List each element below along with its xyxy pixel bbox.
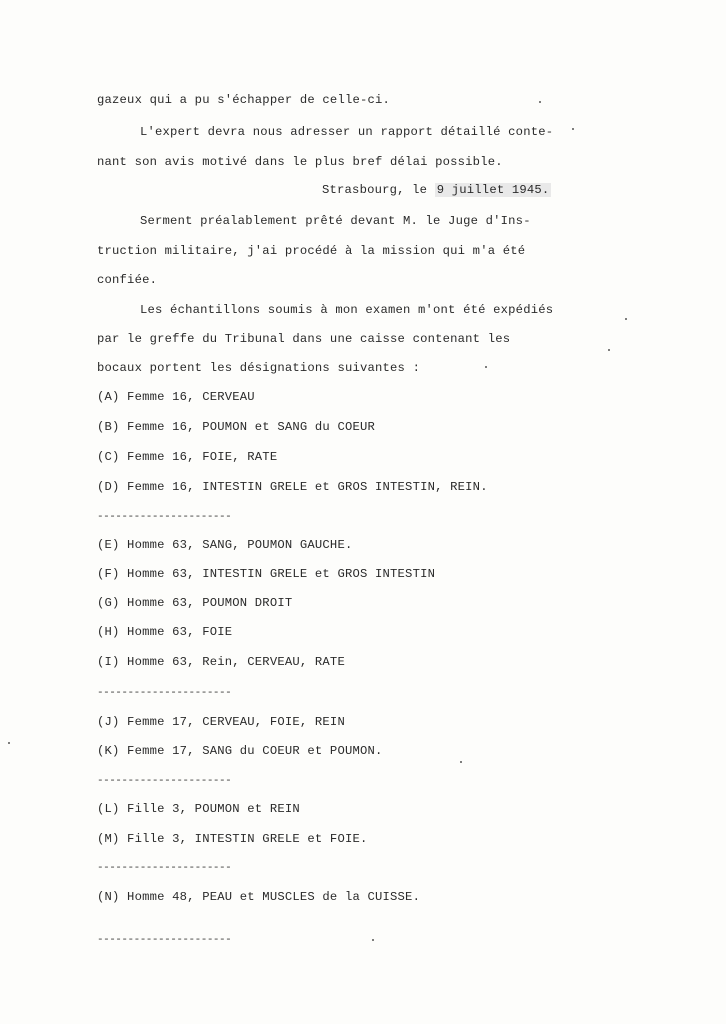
text-line-9: bocaux portent les désignations suivantes : bbox=[97, 361, 421, 375]
separator-5: ---------------------- bbox=[97, 934, 232, 946]
text-line-3: nant son avis motivé dans le plus bref délai possible. bbox=[97, 155, 503, 169]
sample-d: (D) Femme 16, INTESTIN GRELE et GROS INTESTIN, REIN. bbox=[97, 480, 488, 494]
text-line-2: L'expert devra nous adresser un rapport détaillé conte- bbox=[140, 125, 554, 139]
text-line-7: Les échantillons soumis à mon examen m'ont été expédiés bbox=[140, 303, 554, 317]
sample-k: (K) Femme 17, SANG du COEUR et POUMON. bbox=[97, 744, 383, 758]
scan-speck bbox=[572, 128, 574, 130]
sample-n: (N) Homme 48, PEAU et MUSCLES de la CUISSE. bbox=[97, 890, 421, 904]
sample-h: (H) Homme 63, FOIE bbox=[97, 625, 233, 639]
scan-speck bbox=[608, 349, 610, 351]
text-line-5: truction militaire, j'ai procédé à la mission qui m'a été bbox=[97, 244, 526, 258]
scan-speck bbox=[372, 939, 374, 941]
scan-speck bbox=[539, 101, 541, 103]
sample-c: (C) Femme 16, FOIE, RATE bbox=[97, 450, 278, 464]
date-value: 9 juillet 1945. bbox=[436, 183, 550, 197]
text-line-1: gazeux qui a pu s'échapper de celle-ci. bbox=[97, 93, 391, 107]
separator-3: ---------------------- bbox=[97, 775, 232, 787]
separator-4: ---------------------- bbox=[97, 862, 232, 874]
date-line bbox=[322, 182, 551, 198]
separator-2: ---------------------- bbox=[97, 687, 232, 699]
sample-l: (L) Fille 3, POUMON et REIN bbox=[97, 802, 300, 816]
scan-speck bbox=[485, 366, 487, 368]
scan-speck bbox=[625, 318, 627, 320]
sample-f: (F) Homme 63, INTESTIN GRELE et GROS INTESTIN bbox=[97, 567, 436, 581]
date-prefix: Strasbourg, le bbox=[322, 183, 435, 197]
sample-j: (J) Femme 17, CERVEAU, FOIE, REIN bbox=[97, 715, 345, 729]
separator-1: ---------------------- bbox=[97, 511, 232, 523]
scan-speck bbox=[460, 761, 462, 763]
sample-g: (G) Homme 63, POUMON DROIT bbox=[97, 596, 293, 610]
text-line-8: par le greffe du Tribunal dans une caisse contenant les bbox=[97, 332, 511, 346]
scan-speck bbox=[8, 742, 10, 744]
sample-m: (M) Fille 3, INTESTIN GRELE et FOIE. bbox=[97, 832, 368, 846]
sample-b: (B) Femme 16, POUMON et SANG du COEUR bbox=[97, 420, 376, 434]
text-line-4: Serment préalablement prêté devant M. le Juge d'Ins- bbox=[140, 214, 531, 228]
sample-a: (A) Femme 16, CERVEAU bbox=[97, 390, 255, 404]
sample-e: (E) Homme 63, SANG, POUMON GAUCHE. bbox=[97, 538, 353, 552]
text-line-6: confiée. bbox=[97, 273, 158, 287]
sample-i: (I) Homme 63, Rein, CERVEAU, RATE bbox=[97, 655, 345, 669]
